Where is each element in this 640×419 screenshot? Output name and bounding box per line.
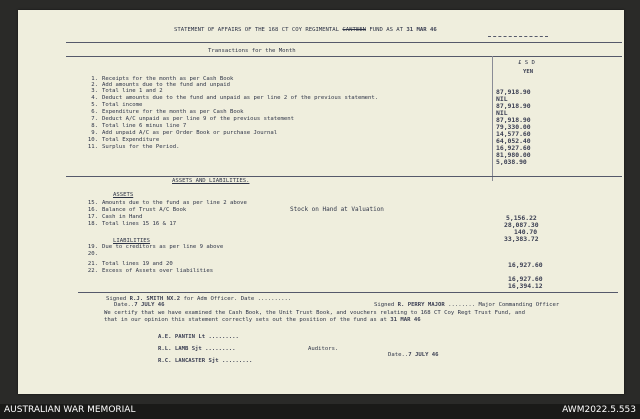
currency-sub: YEN <box>523 69 534 75</box>
document-title <box>174 27 437 33</box>
auditor-2: R.L. LAMB Sjt ......... <box>158 346 236 352</box>
title-text: STATEMENT OF AFFAIRS OF THE 168 CT COY REGIMENTAL <box>174 27 340 33</box>
signed-left: Signed R.J. SMITH NX.2 for Adm Officer. Date .......... <box>106 296 292 302</box>
signed-right-name: R. PERRY MAJOR <box>397 302 445 308</box>
auditor-1: A.E. PANTIN Lt ......... <box>158 334 239 340</box>
title-tail: FUND AS AT <box>369 27 404 33</box>
audit-date: Date..7 JULY 46 <box>388 352 439 358</box>
value-cell: NIL <box>496 95 508 103</box>
value-cell: 28,087.30 <box>504 221 539 229</box>
signature-rule <box>78 292 618 293</box>
certify-line-2: that in our opinion this statement correctly sets out the position of the fund as at 31 MAR 46 <box>104 317 421 323</box>
value-cell: 16,927.60 <box>496 144 531 152</box>
liabilities-label: LIABILITIES <box>113 238 151 244</box>
value-cell: NIL <box>496 109 508 117</box>
signed-right: Signed R. PERRY MAJOR ........ Major Commanding Officer <box>374 302 560 308</box>
value-cell: 140.70 <box>514 228 538 236</box>
value-cell: 16,394.12 <box>508 282 543 290</box>
certify-date: 31 MAR 46 <box>390 317 421 323</box>
auditor-3: R.C. LANCASTER Sjt ......... <box>158 358 253 364</box>
value-cell: 87,918.90 <box>496 88 531 96</box>
section2-rule <box>66 176 622 177</box>
value-cell: 79,330.00 <box>496 123 531 131</box>
value-cell: 87,918.90 <box>496 102 531 110</box>
value-cell: 16,927.60 <box>508 275 543 283</box>
title-date: 31 MAR 46 <box>406 27 437 33</box>
section1-header: Transactions for the Month <box>208 48 296 54</box>
value-cell: 14,577.60 <box>496 130 531 138</box>
signed-left-name: R.J. SMITH NX.2 <box>129 296 181 302</box>
value-cell: 64,052.40 <box>496 137 531 145</box>
value-cell: 5,038.90 <box>496 158 527 166</box>
value-cell: 81,980.00 <box>496 151 531 159</box>
value-col-line <box>492 56 493 181</box>
section2-header: ASSETS AND LIABILITIES. <box>172 178 250 184</box>
footer-left: AUSTRALIAN WAR MEMORIAL <box>4 405 136 415</box>
value-cell: 87,918.90 <box>496 116 531 124</box>
top-rule <box>66 42 622 43</box>
value-cell: 5,156.22 <box>506 214 537 222</box>
footer-right: AWM2022.5.553 <box>562 405 636 415</box>
auditors-label: Auditors. <box>308 346 339 352</box>
document-sheet: STATEMENT OF AFFAIRS OF THE 168 CT COY REGIMENTAL CANTEEN FUND AS AT 31 MAR 46 Transactions for the Month £ S D YEN 1. Receipts for the month as per Cash Book 2. Add amounts due to the fund and unpaid 3. Total line 1 and 2 4. Deduct amounts due to the fund and unpaid as per line 2 of the previous statement. 5. Total income 6. Expenditure for the month as per Cash Book 7. Deduct A/C unpaid as per line 9 of the previous statement 8. Total line 6 minus line 7 9. Add unpaid A/C as per Order Book or purchase Journal 10. Total Expenditure 11. Surplus for the Period. 87,918.90 NIL 87,918.90 NIL 87,918.90 79,330.00 14,577.60 64,052.40 16,927.60 81,980.00 5,038.90 ASSETS AND LIABILITIES. ASSETS 15. Amounts due to the fund as per line 2 above 16. Balance of Trust A/C Book 17. Cash in Hand 18. Total lines 15 16 & 17 Stock on Hand at Valuation 5,156.22 28,087.30 140.70 33,383.72 LIABILITIES 19. Due to creditors as per line 9 above 20. 21. Total lines 19 and 20 22. Excess of Assets over liabilities 16,927.60 16,927.60 16,394.12 Signed R.J. SMITH NX.2 for Adm Officer. Date .......... Signed R. PERRY MAJOR ........ Major Commanding Officer Date..7 JULY 46 We certify that we have examined the Cash Book, the Unit Trust Book, and vouchers relating to 168 CT Coy Regt Trust Fund, and that in our opinion this statement correctly sets out the position of the fund as at 31 MAR 46 A.E. PANTIN Lt ......... R.L. LAMB Sjt ......... Auditors. Date..7 JULY 46 R.C. LANCASTER Sjt ......... <box>18 10 624 394</box>
stock-note: Stock on Hand at Valuation <box>290 206 384 213</box>
title-struck: CANTEEN <box>342 27 366 33</box>
title-dots <box>488 36 548 37</box>
value-cell: 16,927.60 <box>508 261 543 269</box>
header-rule <box>66 56 622 57</box>
date-left: Date..7 JULY 46 <box>114 302 165 308</box>
certify-line-1: We certify that we have examined the Cash Book, the Unit Trust Book, and vouchers relating to 168 CT Coy Regt Trust Fund, and <box>104 310 525 316</box>
currency-header: £ S D <box>518 60 535 66</box>
value-cell: 33,383.72 <box>504 235 539 243</box>
assets-label: ASSETS <box>113 192 134 198</box>
